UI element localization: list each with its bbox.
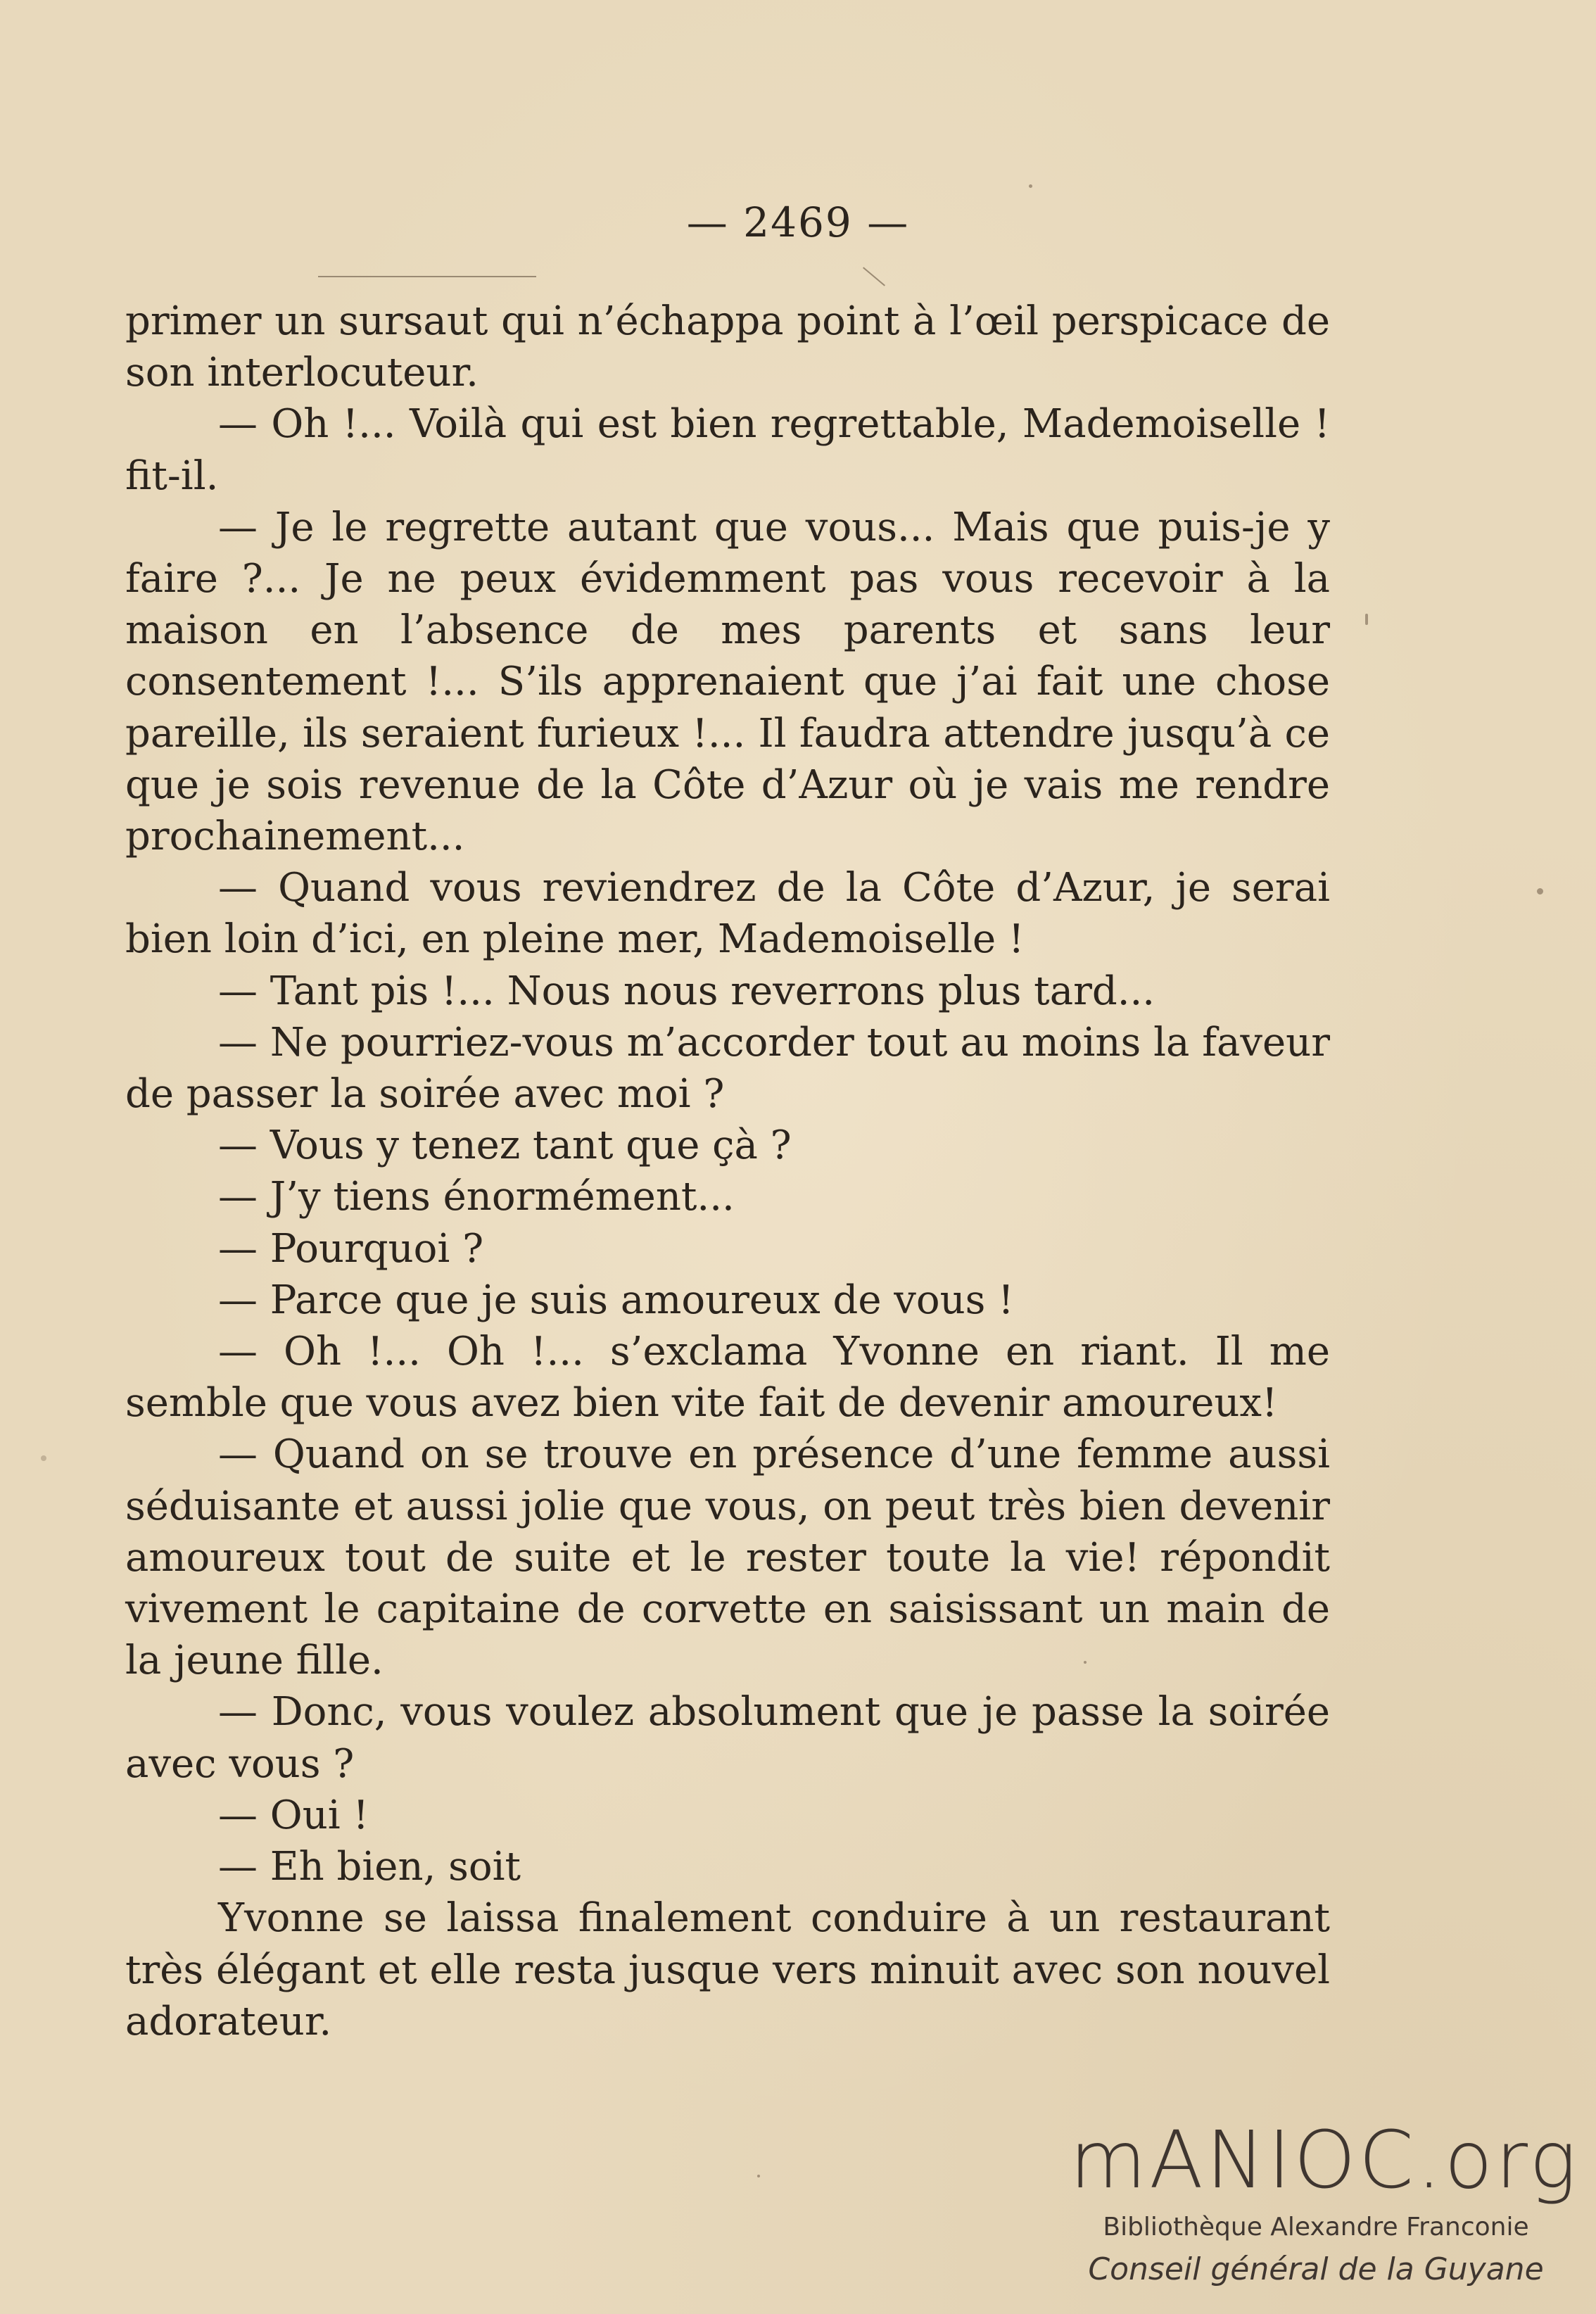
- paper-speck: [1365, 614, 1368, 625]
- paragraph: — Tant pis !... Nous nous reverrons plus tard...: [218, 968, 1155, 1014]
- paragraph: — Oh !... Oh !... s’exclama Yvonne en riant. Il me semble que vous avez bien vite fait de devenir amoureux!: [125, 1329, 1330, 1427]
- page-number: — 2469 —: [686, 198, 910, 246]
- paragraph: primer un sursaut qui n’échappa point à l’œil perspicace de son interlocuteur.: [125, 298, 1330, 396]
- header-rule-right: [863, 267, 885, 286]
- paper-speck: [41, 1455, 46, 1461]
- paragraph: — Ne pourriez-vous m’accorder tout au moins la faveur de passer la soirée avec moi ?: [125, 1019, 1330, 1118]
- paper-speck: [757, 2175, 760, 2177]
- paragraph: — Pourquoi ?: [218, 1225, 484, 1272]
- paragraph: — J’y tiens énormément...: [218, 1174, 735, 1220]
- paragraph: — Quand vous reviendrez de la Côte d’Azur, je serai bien loin d’ici, en pleine mer, Mademoiselle !: [125, 865, 1330, 963]
- paragraph: — Oh !... Voilà qui est bien regrettable, Mademoiselle ! fit-il.: [125, 401, 1330, 499]
- paper-speck: [1537, 888, 1543, 894]
- council-name: Conseil général de la Guyane: [1088, 2251, 1544, 2287]
- paragraph: — Vous y tenez tant que çà ?: [218, 1123, 792, 1169]
- paragraph: — Quand on se trouve en présence d’une femme aussi séduisante et aussi jolie que vous, on peut très bien devenir amoureux tout de suite et le rester toute la vie! répondit vivement le capitaine de corvette en saisissant un main de la jeune fille.: [125, 1431, 1330, 1684]
- manioc-logo: mANIOC.org: [1070, 2115, 1580, 2206]
- paragraph: Yvonne se laissa finalement conduire à un restaurant très élégant et elle resta jusque vers minuit avec son nouvel adorateur.: [125, 1895, 1330, 2044]
- paragraph: — Je le regrette autant que vous... Mais que puis-je y faire ?... Je ne peux évidemment pas vous recevoir à la maison en l’absence de mes parents et sans leur consentement !... S’ils apprenaient que j’ai fait une chose pareille, ils seraient furieux !... Il faudra attendre jusqu’à ce que je sois revenue de la Côte d’Azur où je vais me rendre prochainement...: [125, 504, 1330, 860]
- paragraph: — Eh bien, soit: [218, 1844, 521, 1890]
- paragraph: — Oui !: [218, 1792, 369, 1838]
- header-rule-left: [318, 276, 536, 277]
- paragraph: — Donc, vous voulez absolument que je passe la soirée avec vous ?: [125, 1689, 1330, 1787]
- library-name: Bibliothèque Alexandre Franconie: [1103, 2213, 1529, 2242]
- body-text: [125, 296, 1330, 2047]
- paper-speck: [1029, 184, 1032, 188]
- paragraph: — Parce que je suis amoureux de vous !: [218, 1277, 1014, 1323]
- manioc-watermark: [1070, 2115, 1580, 2287]
